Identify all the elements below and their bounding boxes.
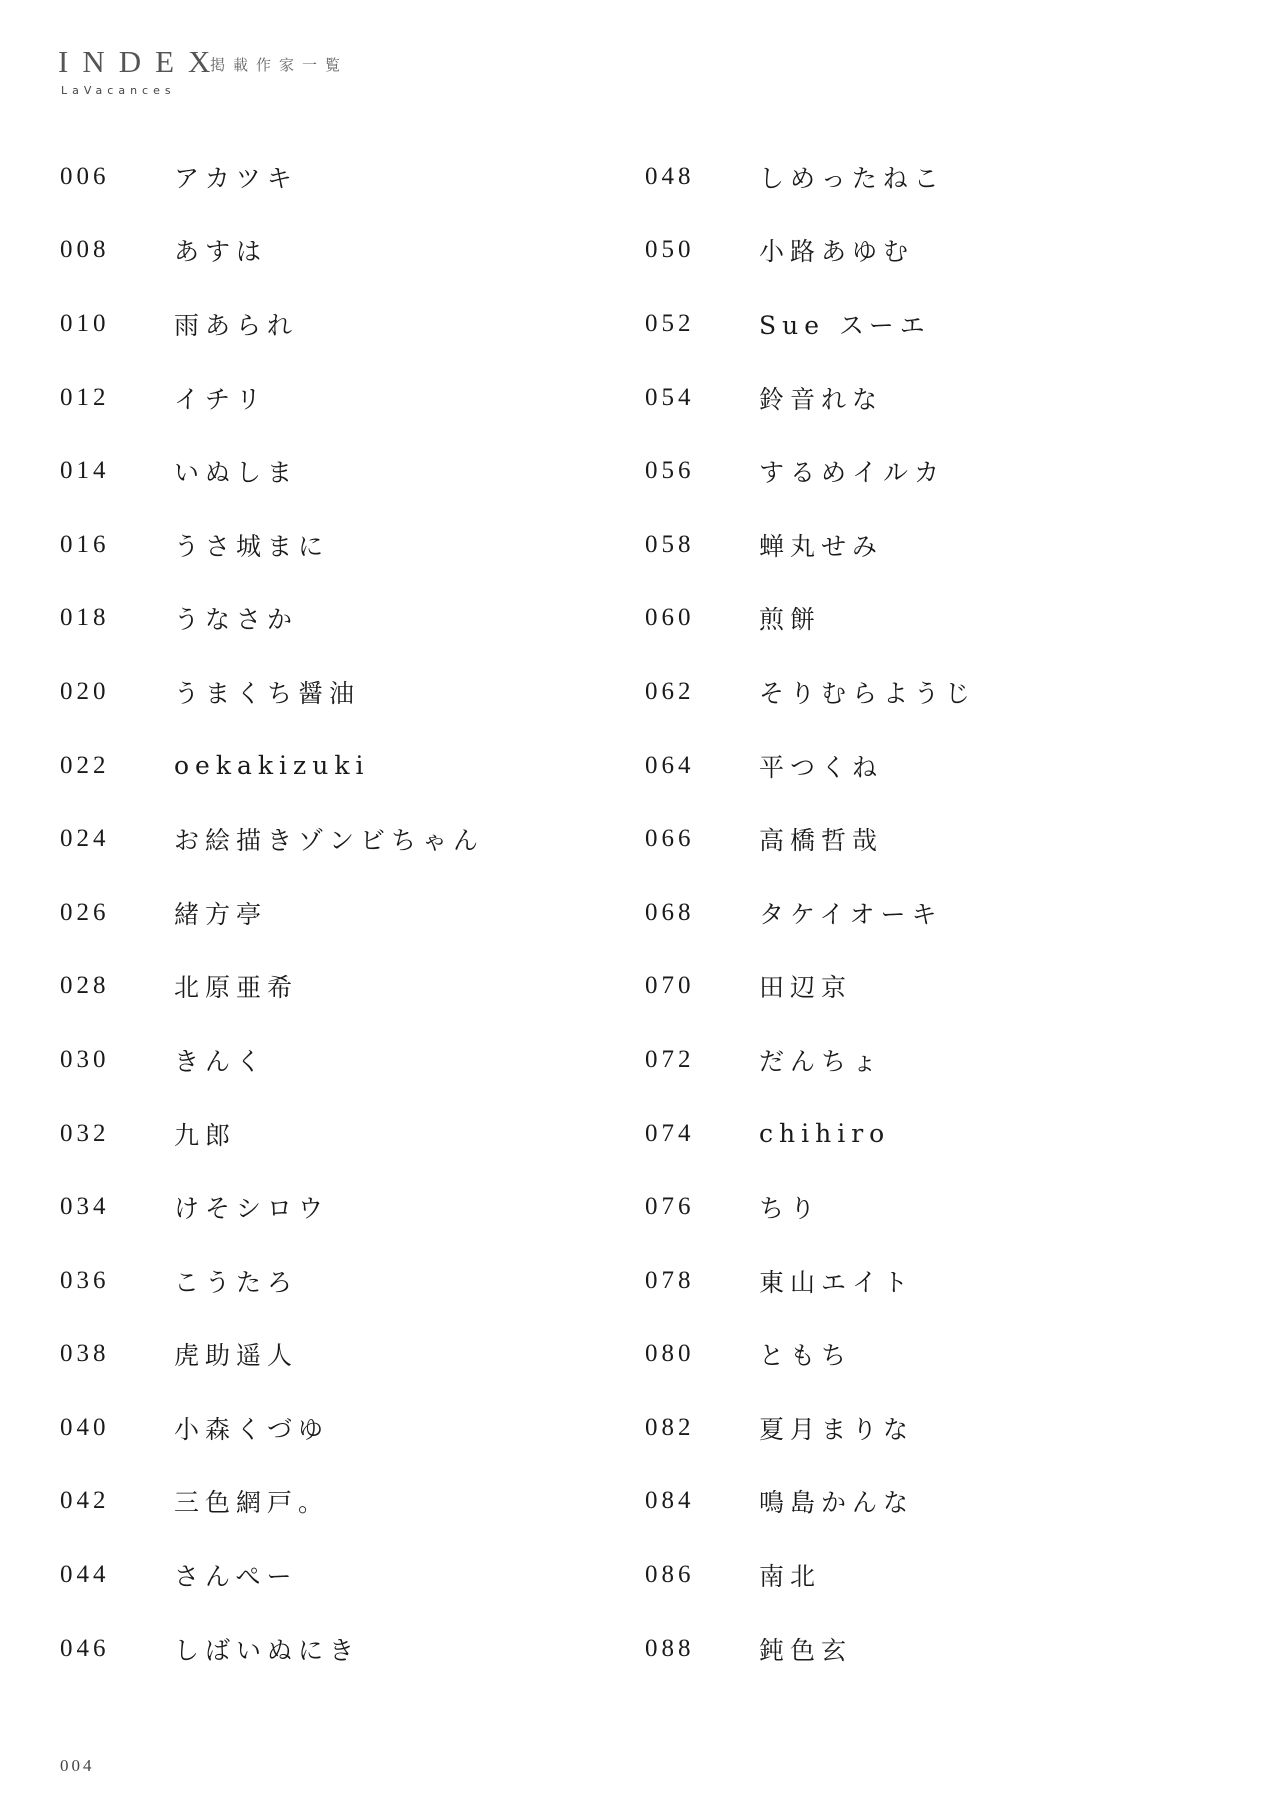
- entry-page-number: 008: [60, 236, 110, 264]
- entry-artist-name: しばいぬにき: [174, 1635, 361, 1665]
- index-entry: [645, 876, 976, 950]
- index-entry: [60, 1465, 484, 1539]
- entry-page-number: 026: [60, 898, 110, 926]
- index-entry: [645, 1097, 976, 1171]
- entry-page-number: 076: [645, 1193, 695, 1221]
- entry-page-number: 054: [645, 383, 695, 411]
- entry-page-number: 040: [60, 1413, 110, 1441]
- entry-artist-name: 鈍色玄: [759, 1635, 853, 1665]
- entry-page-number: 014: [60, 457, 110, 485]
- entry-page-number: 032: [60, 1119, 110, 1147]
- index-entry: [60, 1612, 484, 1686]
- entry-page-number: 012: [60, 383, 110, 411]
- entry-page-number: 082: [645, 1413, 695, 1441]
- index-entry: [645, 1170, 976, 1244]
- entry-artist-name: ともち: [759, 1341, 853, 1371]
- entry-artist-name: 鈴音れな: [759, 384, 884, 414]
- entry-page-number: 070: [645, 972, 695, 1000]
- entry-artist-name: さんぺー: [174, 1562, 298, 1592]
- entry-page-number: 022: [60, 751, 110, 779]
- index-entry: [645, 950, 976, 1024]
- entry-page-number: 052: [645, 309, 695, 337]
- index-entry: [645, 582, 976, 656]
- index-entry: [645, 214, 976, 288]
- index-entry: [645, 655, 976, 729]
- entry-artist-name: 鳴島かんな: [759, 1488, 915, 1518]
- brand-label: LaVacances: [61, 84, 176, 97]
- entry-artist-name: お絵描きゾンビちゃん: [174, 826, 485, 856]
- index-entry: [645, 1244, 976, 1318]
- entry-artist-name: しめったねこ: [759, 163, 945, 193]
- entry-artist-name: タケイオーキ: [759, 899, 943, 929]
- entry-page-number: 028: [60, 972, 110, 1000]
- index-entry: [60, 729, 484, 803]
- entry-page-number: 016: [60, 530, 110, 558]
- entry-page-number: 038: [60, 1340, 110, 1368]
- index-entry: [60, 361, 484, 435]
- index-entry: [60, 582, 484, 656]
- entry-page-number: 050: [645, 236, 695, 264]
- entry-artist-name: きんく: [174, 1046, 268, 1076]
- entry-artist-name: 雨あられ: [174, 310, 299, 340]
- entry-page-number: 048: [645, 162, 695, 190]
- entry-artist-name: 小路あゆむ: [759, 237, 915, 267]
- entry-artist-name: イチリ: [174, 384, 268, 414]
- entry-artist-name: うまくち醤油: [174, 678, 361, 708]
- entry-page-number: 062: [645, 677, 695, 705]
- index-entry: [60, 214, 484, 288]
- entry-artist-name: 平つくね: [759, 752, 884, 782]
- index-entry: [645, 802, 976, 876]
- entry-artist-name: Sue スーエ: [759, 310, 931, 340]
- entry-artist-name: うさ城まに: [174, 531, 330, 561]
- index-entry: [645, 434, 976, 508]
- entry-page-number: 006: [60, 162, 110, 190]
- entry-artist-name: 南北: [759, 1562, 822, 1592]
- index-entry: [60, 655, 484, 729]
- entry-artist-name: 東山エイト: [759, 1267, 915, 1297]
- entry-page-number: 084: [645, 1487, 695, 1515]
- entry-artist-name: 煎餅: [759, 605, 822, 635]
- index-entry: [60, 287, 484, 361]
- entry-page-number: 018: [60, 604, 110, 632]
- entry-page-number: 058: [645, 530, 695, 558]
- entry-artist-name: だんちょ: [759, 1046, 884, 1076]
- entry-artist-name: ちり: [759, 1194, 822, 1224]
- entry-page-number: 046: [60, 1634, 110, 1662]
- index-entry: [645, 287, 976, 361]
- entry-artist-name: こうたろ: [174, 1267, 299, 1297]
- entry-page-number: 044: [60, 1561, 110, 1589]
- page-subtitle: 掲載作家一覧: [210, 56, 349, 74]
- index-entry: [60, 876, 484, 950]
- entry-page-number: 064: [645, 751, 695, 779]
- entry-page-number: 042: [60, 1487, 110, 1515]
- entry-artist-name: 小森くづゆ: [174, 1414, 330, 1444]
- index-entry: [645, 361, 976, 435]
- entry-page-number: 086: [645, 1561, 695, 1589]
- entry-artist-name: oekakizuki: [174, 751, 370, 781]
- entry-artist-name: 蝉丸せみ: [759, 531, 884, 561]
- entry-artist-name: 緒方亭: [174, 899, 268, 929]
- entry-artist-name: 北原亜希: [174, 973, 299, 1003]
- entry-page-number: 080: [645, 1340, 695, 1368]
- index-entry: [60, 1023, 484, 1097]
- index-entry: [60, 1170, 484, 1244]
- index-column-left: [60, 140, 484, 1685]
- entry-page-number: 078: [645, 1266, 695, 1294]
- index-entry: [60, 1244, 484, 1318]
- entry-artist-name: けそシロウ: [174, 1194, 330, 1224]
- entry-page-number: 010: [60, 309, 110, 337]
- entry-artist-name: そりむらようじ: [759, 678, 977, 708]
- index-entry: [60, 1097, 484, 1171]
- index-entry: [60, 434, 484, 508]
- entry-artist-name: するめイルカ: [759, 458, 946, 488]
- index-entry: [60, 1538, 484, 1612]
- index-entry: [60, 140, 484, 214]
- entry-page-number: 036: [60, 1266, 110, 1294]
- index-entry: [645, 1391, 976, 1465]
- entry-page-number: 072: [645, 1045, 695, 1073]
- entry-page-number: 088: [645, 1634, 695, 1662]
- page-title: INDEX: [58, 44, 225, 79]
- entry-page-number: 066: [645, 825, 695, 853]
- entry-artist-name: 夏月まりな: [759, 1414, 915, 1444]
- index-entry: [645, 140, 976, 214]
- entry-artist-name: いぬしま: [174, 458, 299, 488]
- index-entry: [60, 508, 484, 582]
- index-entry: [60, 802, 484, 876]
- entry-page-number: 074: [645, 1119, 695, 1147]
- index-entry: [645, 1465, 976, 1539]
- index-entry: [645, 1538, 976, 1612]
- entry-artist-name: アカツキ: [174, 163, 298, 193]
- entry-artist-name: 高橋哲哉: [759, 826, 884, 856]
- entry-artist-name: うなさか: [174, 605, 299, 635]
- entry-page-number: 030: [60, 1045, 110, 1073]
- entry-artist-name: 九郎: [174, 1120, 237, 1150]
- index-entry: [60, 1318, 484, 1392]
- entry-artist-name: 田辺京: [759, 973, 853, 1003]
- entry-artist-name: あすは: [174, 237, 268, 267]
- entry-page-number: 034: [60, 1193, 110, 1221]
- entry-page-number: 020: [60, 677, 110, 705]
- entry-page-number: 060: [645, 604, 695, 632]
- index-column-right: [645, 140, 976, 1685]
- page-number: 004: [60, 1756, 95, 1775]
- entry-page-number: 056: [645, 457, 695, 485]
- entry-artist-name: 虎助遥人: [174, 1341, 299, 1371]
- index-entry: [645, 1612, 976, 1686]
- entry-artist-name: chihiro: [759, 1119, 891, 1149]
- index-entry: [60, 1391, 484, 1465]
- entry-artist-name: 三色網戸。: [174, 1488, 330, 1518]
- index-entry: [60, 950, 484, 1024]
- index-entry: [645, 729, 976, 803]
- entry-page-number: 024: [60, 825, 110, 853]
- index-entry: [645, 1318, 976, 1392]
- index-entry: [645, 1023, 976, 1097]
- index-entry: [645, 508, 976, 582]
- entry-page-number: 068: [645, 898, 695, 926]
